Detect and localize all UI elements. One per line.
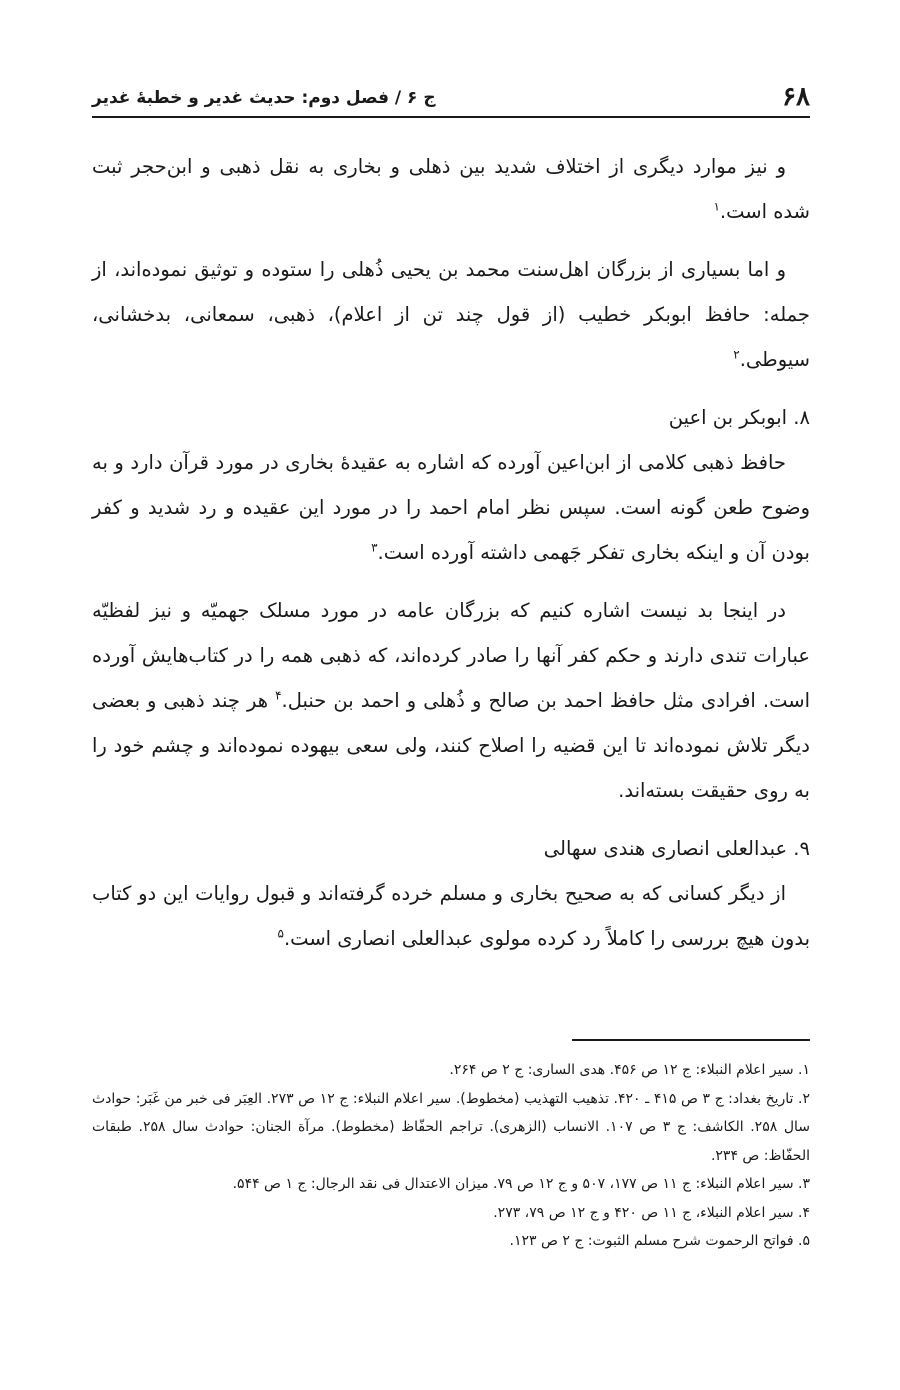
- footnote-2: ۲. تاریخ بغداد: ج ۳ ص ۴۱۵ ـ ۴۲۰. تذهیب التهذیب (مخطوط). سیر اعلام النبلاء: ج ۱۲ ص ۲۷۳. العِبَر فی خبر من غَبَر: حوادث سال ۲۵۸. الکاشف: ج ۳ ص ۱۰۷. الانساب (الزهری). تراجم الحفّاظ (مخطوط). مرآة الجنان: حوادث سال ۲۵۸. طبقات الحفّاظ: ص ۲۳۴.: [92, 1090, 811, 1164]
- paragraph-2-text: و اما بسیاری از بزرگان اهل‌سنت محمد بن یحیی ذُهلی را ستوده و توثیق نموده‌اند، از جمله: حافظ ابوبکر خطیب (از قول چند تن از اعلام)، ذهبی، سمعانی، بدخشانی، سیوطی.: [92, 258, 810, 371]
- paragraph-1: [92, 144, 810, 234]
- footnote-ref-5: ۵: [277, 926, 284, 941]
- page-header: [92, 72, 810, 112]
- footnote-ref-4: ۴: [275, 688, 282, 703]
- paragraph-gap: [92, 813, 810, 826]
- paragraph-3-text: حافظ ذهبی کلامی از ابن‌اعین آورده که اشاره به عقیدهٔ بخاری در مورد قرآن دارد و به وضوح طعن گونه است. سپس نظر امام احمد را در مورد این عقیده و رد شدید و کفر بودن آن و اینکه بخاری تفکر جَهمی داشته آورده است.: [92, 451, 810, 564]
- page-number: ۶۸: [782, 82, 810, 112]
- paragraph-4-text-b: هر چند ذهبی و بعضی دیگر تلاش نموده‌اند تا این قضیه را اصلاح کنند، ولی سعی بیهوده نموده‌اند و چشم خود را به روی حقیقت بسته‌اند.: [92, 689, 810, 802]
- footnote-1: ۱. سیر اعلام النبلاء: ج ۱۲ ص ۴۵۶. هدی الساری: ج ۲ ص ۲۶۴.: [449, 1062, 810, 1078]
- footnote-rule: [572, 1039, 810, 1041]
- paragraph-gap: [92, 234, 810, 247]
- paragraph-4: [92, 588, 810, 813]
- section-heading-8: ۸. ابوبکر بن اعین: [668, 406, 810, 429]
- paragraph-3: [92, 440, 810, 575]
- footnote-5: ۵. فواتح الرحموت شرح مسلم الثبوت: ج ۲ ص ۱۲۳.: [509, 1233, 810, 1249]
- paragraph-1-text: و نیز موارد دیگری از اختلاف شدید بین ذهلی و بخاری به نقل ذهبی و ابن‌حجر ثبت شده است.: [92, 155, 810, 223]
- footnote-ref-1: ۱: [713, 199, 720, 214]
- paragraph-gap: [92, 575, 810, 588]
- paragraph-4-text-a: در اینجا بد نیست اشاره کنیم که بزرگان عامه در مورد مسلک جهمیّه و نیز لفظیّه عبارات تندی دارند و حکم کفر آنها را صادر کرده‌اند، که ذهبی همه را در کتاب‌هایش آورده است. افرادی مثل حافظ احمد بن صالح و ذُهلی و احمد بن حنبل.: [92, 599, 811, 712]
- footnotes: [92, 1056, 810, 1256]
- footnote-ref-2: ۲: [733, 347, 740, 362]
- paragraph-gap: [92, 382, 810, 395]
- section-heading-9: ۹. عبدالعلی انصاری هندی سهالی: [543, 837, 810, 860]
- paragraph-5: [92, 871, 810, 961]
- running-head: ج ۶ / فصل دوم: حدیث غدیر و خطبهٔ غدیر: [92, 88, 436, 108]
- paragraph-2: [92, 247, 810, 382]
- footnote-4: ۴. سیر اعلام النبلاء، ج ۱۱ ص ۴۲۰ و ج ۱۲ ص ۷۹، ۲۷۳.: [493, 1204, 810, 1221]
- footnote-3: ۳. سیر اعلام النبلاء: ج ۱۱ ص ۱۷۷، ۵۰۷ و ج ۱۲ ص ۷۹. میزان الاعتدال فی نقد الرجال: ج ۱ ص ۵۴۴.: [232, 1176, 810, 1192]
- main-text: [92, 144, 810, 961]
- paragraph-5-text: از دیگر کسانی که به صحیح بخاری و مسلم خرده گرفته‌اند و قبول روایات این دو کتاب بدون هیچ بررسی را کاملاً رد کرده مولوی عبدالعلی انصاری است.: [92, 882, 810, 950]
- header-rule: [92, 116, 810, 118]
- footnote-ref-3: ۳: [371, 540, 378, 555]
